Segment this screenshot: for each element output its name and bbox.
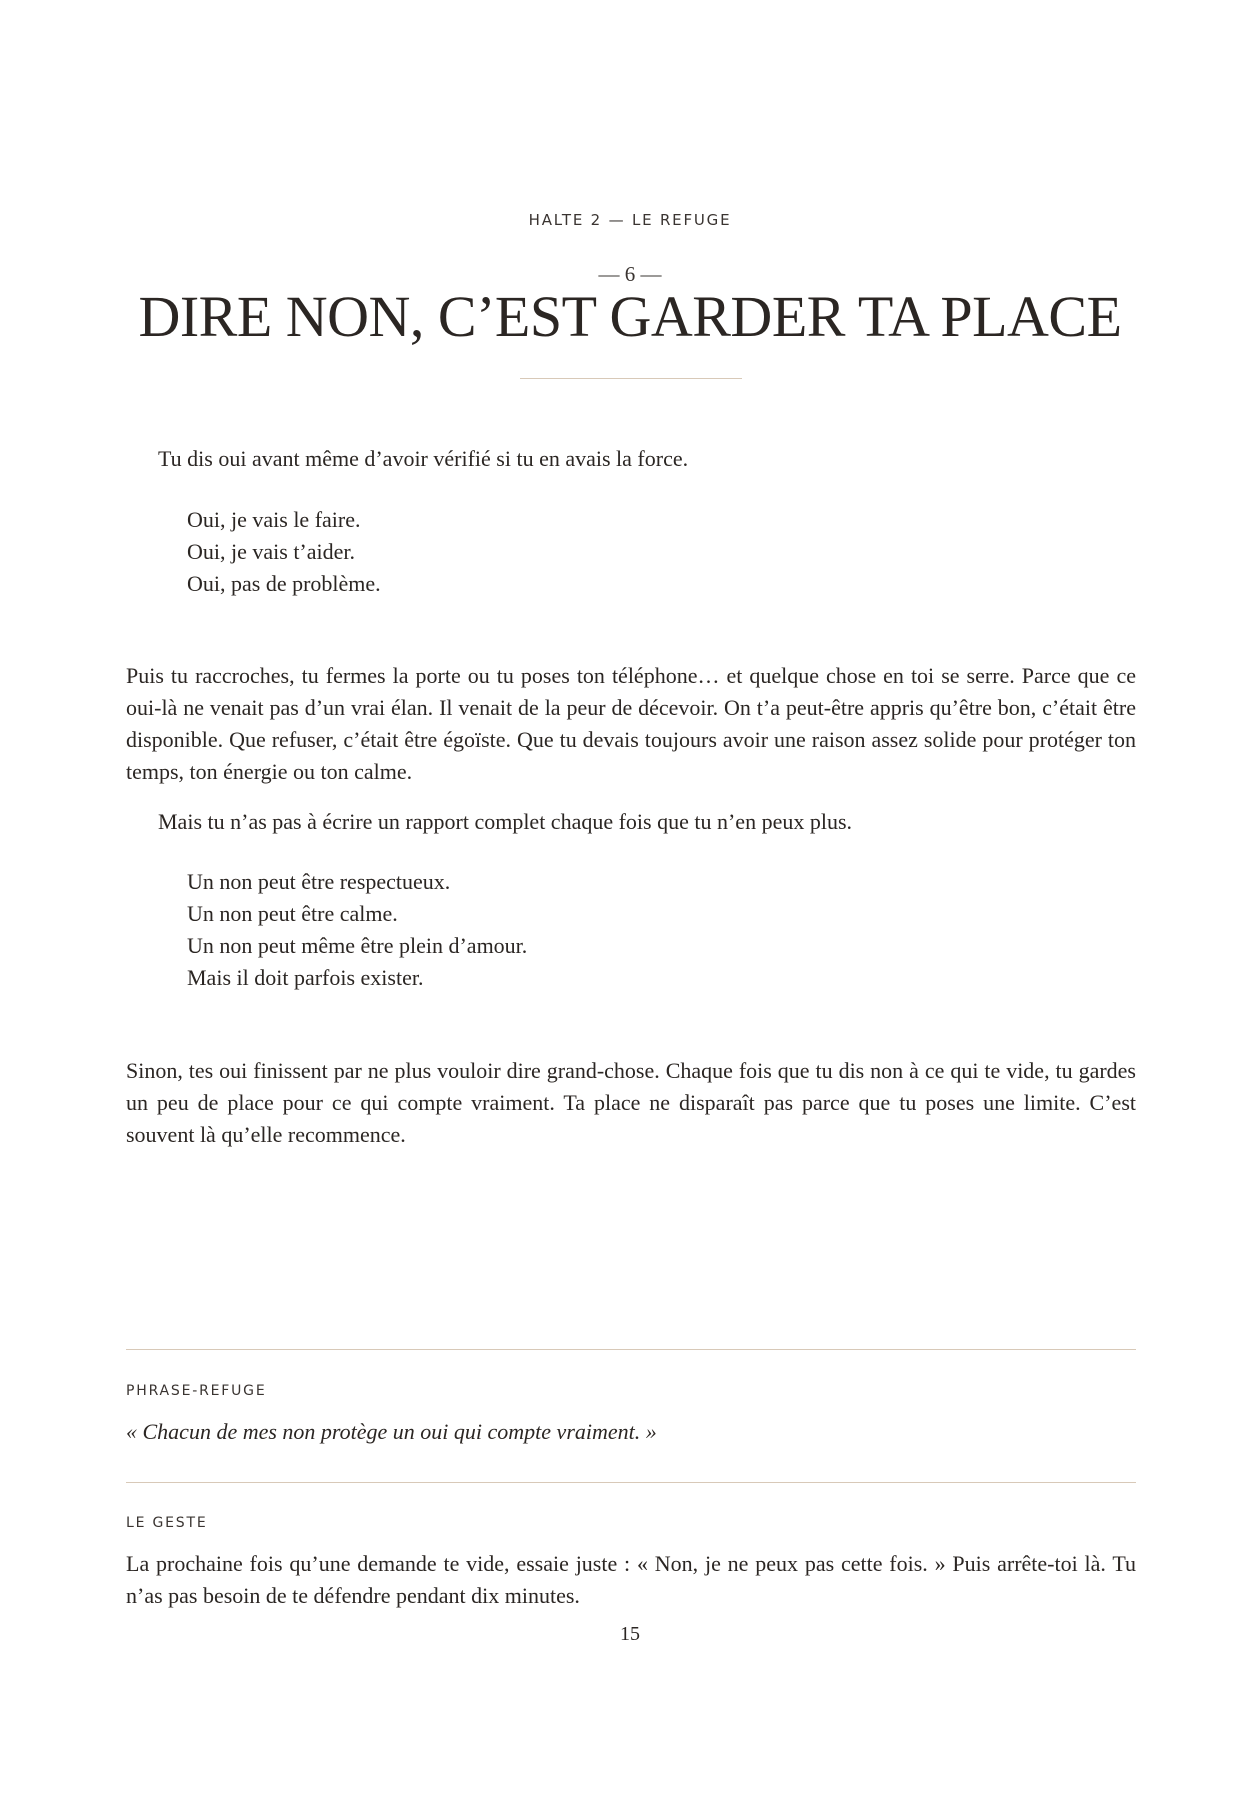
gesture-divider	[126, 1482, 1136, 1483]
chapter-number: — 6 —	[598, 262, 662, 286]
refuge-divider	[126, 1349, 1136, 1350]
paragraph-conclusion: Sinon, tes oui finissent par ne plus vouloir dire grand-chose. Chaque fois que tu dis non à ce qui te vide, tu gardes un peu de place pour ce qui compte vraiment. Ta place ne disparaît pas parce que tu poses une limite. C’est souvent là qu’elle recommence.	[126, 1058, 1136, 1147]
list-item: Un non peut même être plein d’amour.	[187, 933, 528, 958]
paragraph-report: Mais tu n’as pas à écrire un rapport complet chaque fois que tu n’en peux plus.	[158, 809, 853, 834]
affirmation-list-no	[187, 866, 1087, 994]
chapter-title: DIRE NON, C’EST GARDER TA PLACE	[138, 284, 1122, 349]
list-item: Oui, je vais t’aider.	[187, 539, 356, 564]
gesture-label: LE GESTE	[126, 1515, 208, 1531]
paragraph-intro: Tu dis oui avant même d’avoir vérifié si tu en avais la force.	[158, 446, 689, 471]
page-number: 15	[620, 1623, 640, 1645]
paragraph-main: Puis tu raccroches, tu fermes la porte ou tu poses ton téléphone… et quelque chose en toi se serre. Parce que ce oui-là ne venait pas d’un vrai élan. Il venait de la peur de décevoir. On t’a peut-être appris qu’être bon, c’était être disponible. Que refuser, c’était être égoïste. Que tu devais toujours avoir une raison assez solide pour protéger ton temps, ton énergie ou ton calme.	[126, 663, 1136, 784]
section-kicker: HALTE 2 — LE REFUGE	[528, 211, 732, 229]
list-item: Un non peut être respectueux.	[187, 869, 451, 894]
refuge-label: PHRASE-REFUGE	[126, 1383, 267, 1399]
list-item: Mais il doit parfois exister.	[187, 965, 424, 990]
list-item: Un non peut être calme.	[187, 901, 398, 926]
refuge-quote: « Chacun de mes non protège un oui qui compte vraiment. »	[126, 1419, 657, 1444]
list-item: Oui, je vais le faire.	[187, 507, 361, 532]
list-item: Oui, pas de problème.	[187, 571, 381, 596]
title-divider	[520, 378, 742, 379]
gesture-text: La prochaine fois qu’une demande te vide, essaie juste : « Non, je ne peux pas cette fois. » Puis arrête-toi là. Tu n’as pas besoin de te défendre pendant dix minutes.	[126, 1551, 1136, 1608]
affirmation-list-yes	[187, 504, 1087, 600]
